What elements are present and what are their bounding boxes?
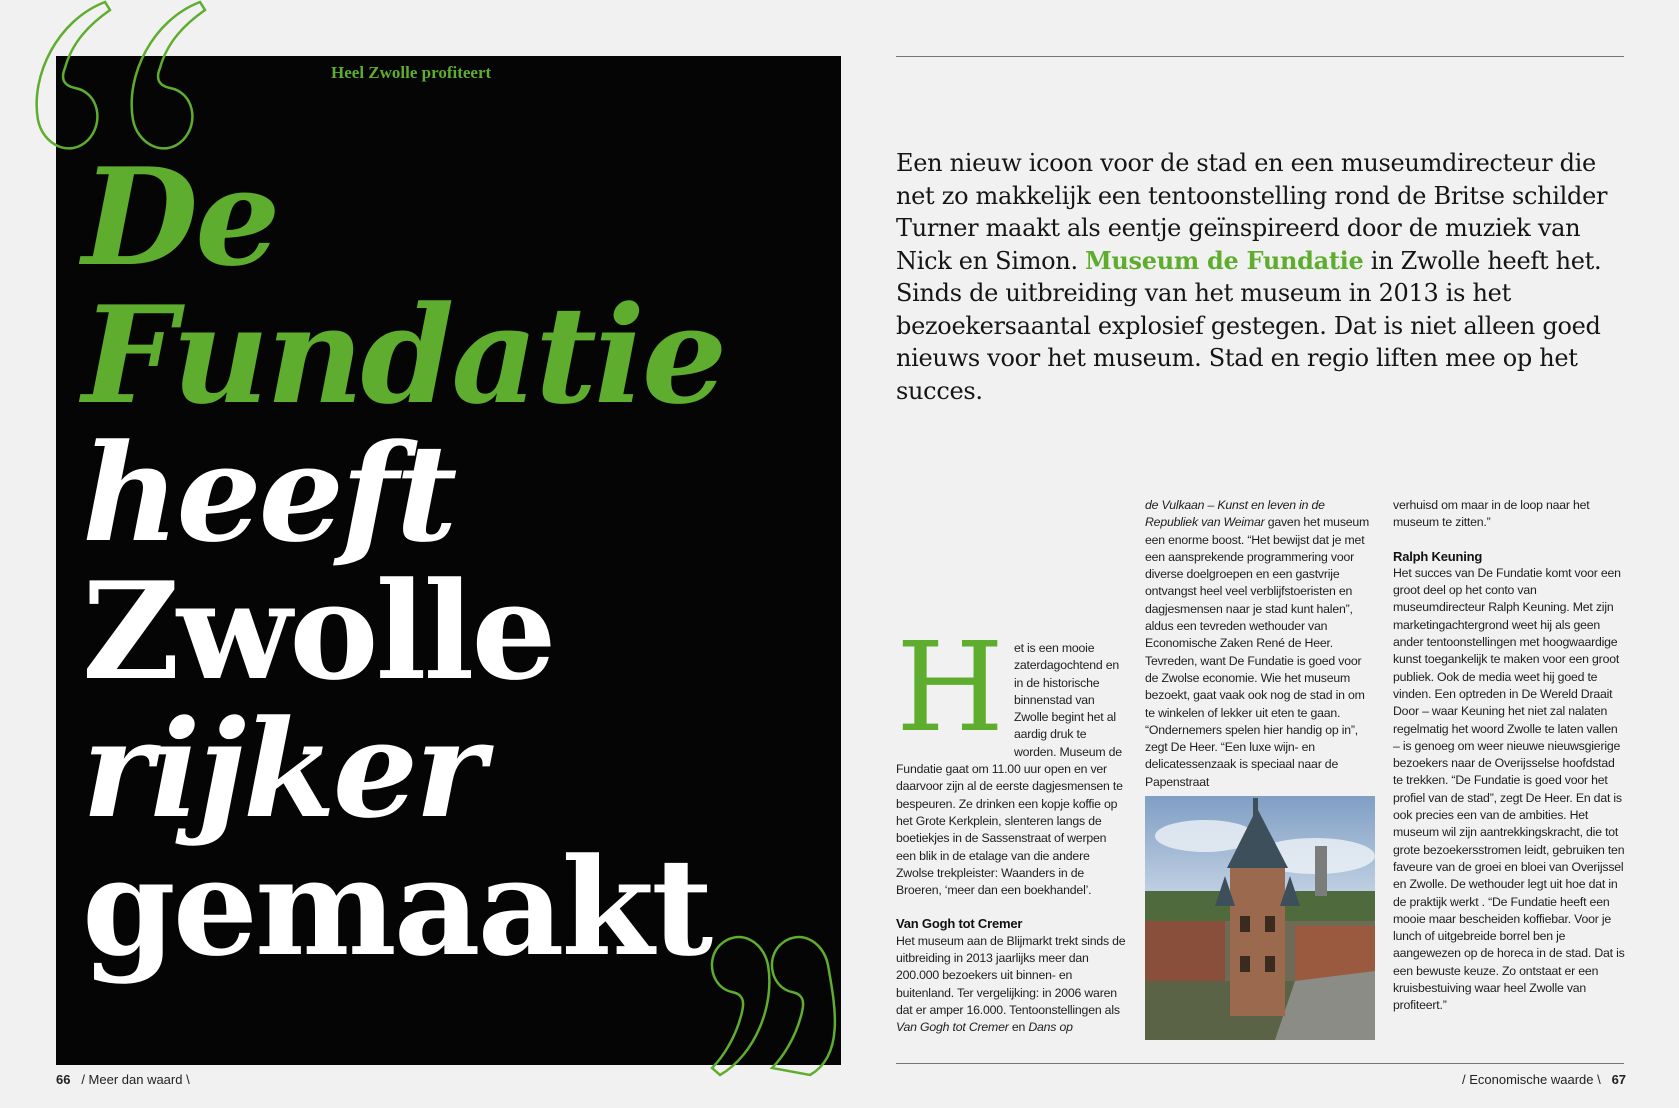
folio-right: [1462, 1072, 1626, 1087]
main-headline: [82, 138, 725, 986]
intro-text-start: Een nieuw icoon voor de stad en een museumdirecteur die net zo makkelijk een tentoonstelling rond de Britse schilder Turner maakt als eentje geïnspireerd door de muziek van Nick en Simon.: [896, 149, 1608, 275]
exhibition-title: de Vulkaan – Kunst en leven in de Republiek van Weimar: [1145, 498, 1325, 530]
body-column-2: [1145, 497, 1375, 791]
footer-divider: [896, 1063, 1624, 1064]
body-paragraph-3: [1145, 497, 1375, 791]
page-number-left: 66: [56, 1072, 71, 1087]
headline-line-1: De: [82, 138, 278, 296]
body-paragraph-5: Het succes van De Fundatie komt voor een groot deel op het conto van museumdirecteur Ralph Keuning. Met zijn marketingachtergrond weet hij als geen ander tentoonstellingen met hoogwaardige kunst toegankelijk te maken voor een groot publiek. Ook de media weet hij goed te vinden. Een optreden in De Wereld Draait Door – waar Keuning het niet zal nalaten regelmatig het woord Zwolle te laten vallen – is genoeg om weer nieuwe nieuwsgierige bezoekers naar de Overijsselse hoofdstad te trekken. “De Fundatie is goed voor het profiel van de stad”, zegt De Heer. En dat is ook precies een van de ambities. Het museum wil zijn aantrekkingskracht, die tot grote bezoekersstromen leidt, gebruiken ten faveure van de groei en bloei van Overijssel en Zwolle. De wethouder legt uit hoe dat in de praktijk werkt . “De Fundatie heeft een mooie maar bescheiden koffiebar. Voor je lunch of uitgebreide borrel ben je aangewezen op de horeca in de stad. Dat is een bewuste keuze. Zo ontstaat er een kruisbestuiving waar heel Zwolle van profiteert.”: [1393, 565, 1625, 1013]
city-photo: [1145, 796, 1375, 1040]
body-paragraph-2: [896, 933, 1126, 1037]
closing-quote-outline-icon: [650, 900, 840, 1090]
headline-line-4: Zwolle: [82, 552, 554, 710]
body-column-3: [1393, 497, 1625, 1015]
body-text: en: [1008, 1020, 1029, 1035]
headline-line-3: heeft: [82, 414, 455, 572]
headline-line-2: Fundatie: [82, 276, 725, 434]
headline-line-5: rijker: [82, 690, 483, 848]
subheading-van-gogh: Van Gogh tot Cremer: [896, 916, 1023, 932]
body-text: Het museum aan de Blijmarkt trekt sinds de uitbreiding in 2013 jaarlijks meer dan 200.000 bezoekers uit binnen- en buitenland. Ter vergelijking: in 2006 waren dat er amper 16.000. Tentoonstellingen als: [896, 933, 1126, 1017]
intro-text-end: in Zwolle heeft het. Sinds de uitbreiding van het museum in 2013 is het bezoekersaantal explosief gestegen. Dat is niet alleen goed nieuws voor het museum. Stad en regio liften mee op het succes.: [896, 246, 1602, 405]
kicker-label: Heel Zwolle profiteert: [331, 63, 492, 82]
body-paragraph-1: et is een mooie zaterdagochtend en in de historische binnenstad van Zwolle begint het al aardig druk te worden. Museum de Fundatie gaat om 11.00 uur open en ver daarvoor zijn al de eerste dagjesmensen te bespeuren. Ze drinken een kopje koffie op het Grote Kerkplein, slenteren langs de boetiekjes in de Sassenstraat of werpen een blik in de etalage van die andere Zwolse trekpleister: Waanders in de Broeren, ‘meer dan een boekhandel’.: [896, 641, 1123, 898]
body-text: gaven het museum een enorme boost. “Het bewijst dat je met een aansprekende programmering voor diverse doelgroepen en een gastvrije ontvangst heel veel verblijfstoeristen en dagjesmensen naar je stad kunt halen”, aldus een tevreden wethouder van Economische Zaken René de Heer. Tevreden, want De Fundatie is goed voor de Zwolse economie. Wie het museum bezoekt, gaat vaak ook nog de stad in om te winkelen of lekker uit eten te gaan. “Ondernemers spelen hier handig op in”, zegt De Heer. “Een luxe wijn- en delicatessenzaak is speciaal naar de Papenstraat: [1145, 515, 1370, 789]
drop-cap: H: [896, 616, 1004, 760]
subheading-ralph-keuning: Ralph Keuning: [1393, 548, 1483, 564]
section-title-right: / Economische waarde \: [1462, 1072, 1601, 1087]
body-column-1: [896, 616, 1126, 1037]
intro-highlight: Museum de Fundatie: [1085, 245, 1364, 275]
top-divider: [896, 56, 1624, 57]
exhibition-title: Dans op: [1028, 1020, 1073, 1035]
section-title-left: / Meer dan waard \: [81, 1072, 190, 1087]
folio-left: [56, 1072, 190, 1087]
body-paragraph-4: verhuisd om maar in de loop naar het museum te zitten.”: [1393, 498, 1590, 530]
intro-paragraph: [896, 147, 1626, 407]
exhibition-title: Van Gogh tot Cremer: [896, 1020, 1009, 1035]
page-number-right: 67: [1611, 1072, 1627, 1087]
headline-line-6: gemaakt: [82, 828, 711, 986]
